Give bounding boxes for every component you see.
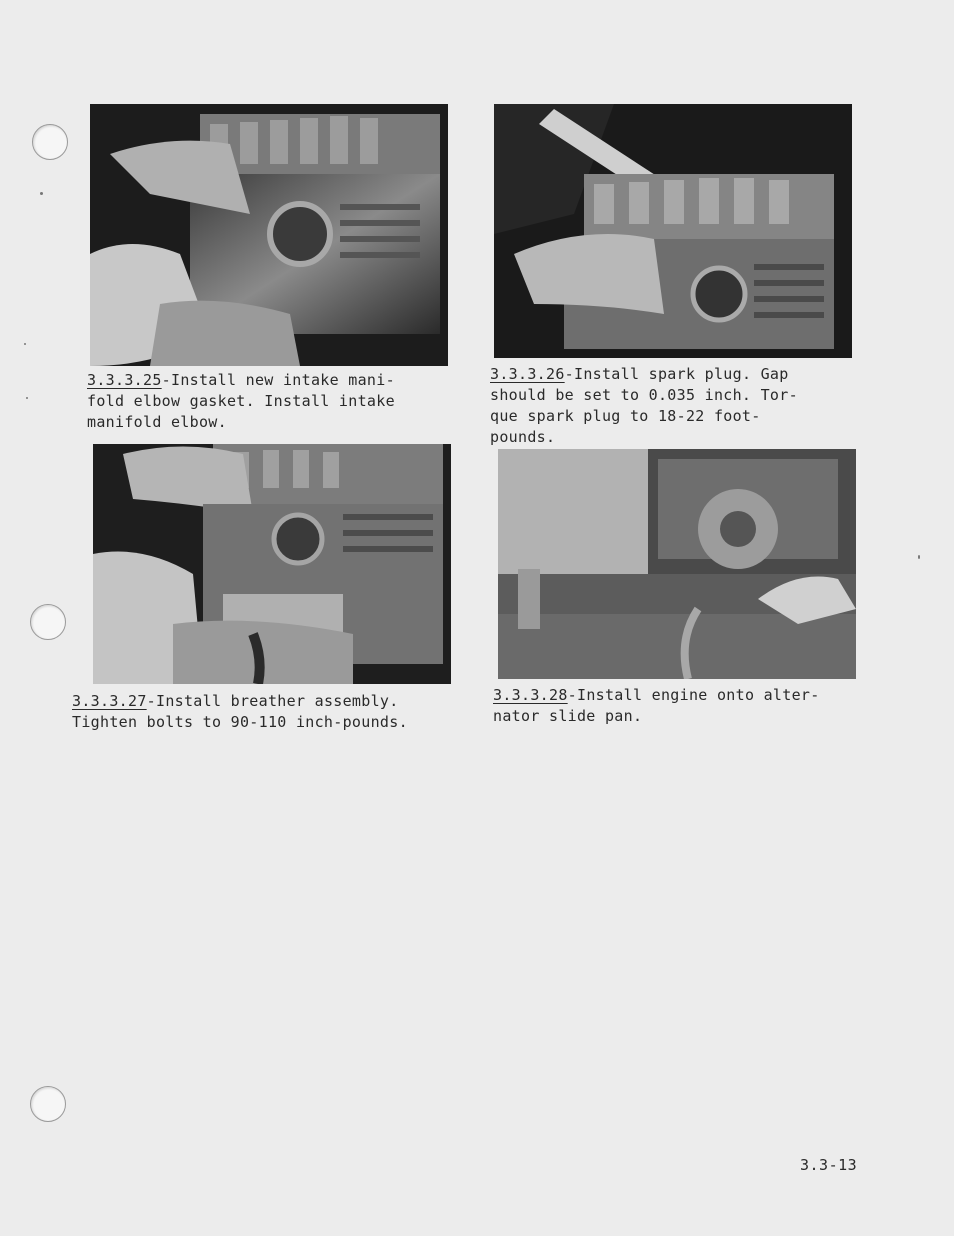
caption-figure-27 — [72, 691, 408, 733]
scan-speck — [24, 343, 26, 345]
binder-hole-bottom — [30, 1086, 66, 1122]
photo-alternator-slide-pan — [498, 449, 856, 679]
caption-line: Tighten bolts to 90-110 inch-pounds. — [72, 713, 408, 731]
caption-line: que spark plug to 18-22 foot- — [490, 407, 761, 425]
caption-figure-28 — [493, 685, 820, 727]
scan-speck — [918, 555, 920, 559]
caption-line: -Install engine onto alter- — [567, 686, 820, 704]
figure-number: 3.3.3.26 — [490, 365, 565, 383]
figure-number: 3.3.3.27 — [72, 692, 147, 710]
caption-line: -Install spark plug. Gap — [564, 365, 789, 383]
caption-figure-26 — [490, 364, 798, 448]
caption-line: nator slide pan. — [493, 707, 643, 725]
caption-line: should be set to 0.035 inch. Tor- — [490, 386, 798, 404]
caption-line: pounds. — [490, 428, 556, 446]
photo-spark-plug — [494, 104, 852, 358]
binder-hole-top — [32, 124, 68, 160]
caption-line: fold elbow gasket. Install intake — [87, 392, 395, 410]
figure-number: 3.3.3.28 — [493, 686, 568, 704]
photo-intake-manifold-elbow — [90, 104, 448, 366]
caption-line: -Install breather assembly. — [146, 692, 399, 710]
scan-speck — [40, 192, 43, 195]
figure-number: 3.3.3.25 — [87, 371, 162, 389]
page-number: 3.3-13 — [800, 1156, 858, 1174]
caption-line: -Install new intake mani- — [161, 371, 395, 389]
scan-speck — [26, 397, 28, 399]
caption-line: manifold elbow. — [87, 413, 227, 431]
photo-breather-assembly — [93, 444, 451, 684]
caption-figure-25 — [87, 370, 395, 433]
binder-hole-middle — [30, 604, 66, 640]
